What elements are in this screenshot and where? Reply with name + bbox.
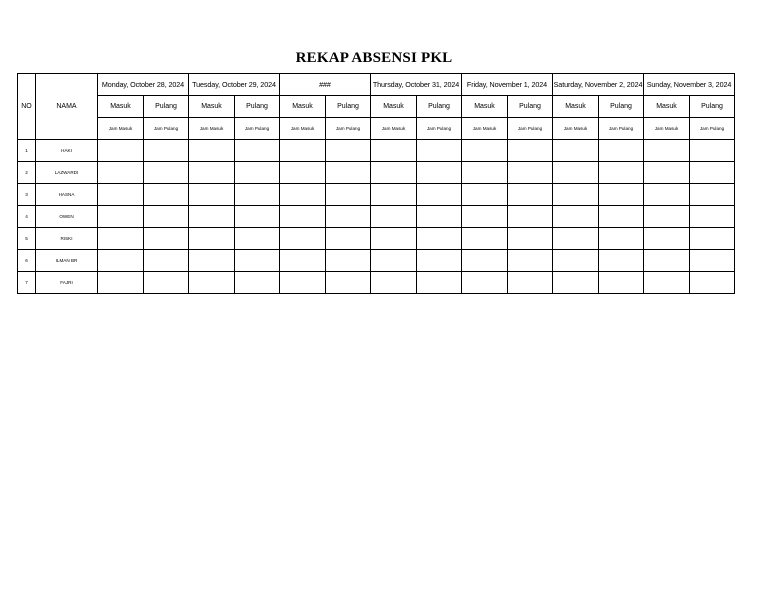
jam-masuk-header: Jam Masuk (644, 118, 690, 140)
jam-pulang-header: Jam Pulang (144, 118, 189, 140)
attendance-cell (599, 250, 644, 272)
attendance-cell (326, 184, 371, 206)
attendance-cell (508, 184, 553, 206)
attendance-cell (144, 250, 189, 272)
attendance-cell (326, 206, 371, 228)
attendance-cell (98, 228, 144, 250)
attendance-cell (417, 272, 462, 294)
masuk-pulang-header-row (18, 96, 735, 118)
attendance-cell (553, 272, 599, 294)
attendance-cell (690, 206, 735, 228)
attendance-cell (280, 250, 326, 272)
attendance-cell (644, 206, 690, 228)
jam-masuk-header: Jam Masuk (98, 118, 144, 140)
attendance-cell (326, 228, 371, 250)
attendance-cell (235, 206, 280, 228)
date-header: Sunday, November 3, 2024 (644, 74, 735, 96)
row-number: 7 (18, 272, 36, 294)
student-name: ILMAN BR (36, 250, 98, 272)
attendance-cell (235, 184, 280, 206)
student-name: FAJRI (36, 272, 98, 294)
attendance-cell (553, 250, 599, 272)
table-row (18, 140, 735, 162)
attendance-cell (690, 140, 735, 162)
attendance-cell (144, 162, 189, 184)
jam-masuk-header: Jam Masuk (371, 118, 417, 140)
attendance-cell (144, 140, 189, 162)
attendance-cell (235, 272, 280, 294)
jam-masuk-header: Jam Masuk (462, 118, 508, 140)
attendance-cell (280, 184, 326, 206)
student-name: RISKI (36, 228, 98, 250)
attendance-cell (371, 184, 417, 206)
attendance-cell (690, 162, 735, 184)
nama-column-header: NAMA (36, 74, 98, 140)
attendance-cell (280, 206, 326, 228)
table-row (18, 162, 735, 184)
date-header: Friday, November 1, 2024 (462, 74, 553, 96)
attendance-cell (462, 206, 508, 228)
pulang-header: Pulang (508, 96, 553, 118)
attendance-cell (553, 140, 599, 162)
attendance-cell (189, 272, 235, 294)
attendance-cell (326, 140, 371, 162)
jam-pulang-header: Jam Pulang (235, 118, 280, 140)
row-number: 6 (18, 250, 36, 272)
date-header: Thursday, October 31, 2024 (371, 74, 462, 96)
row-number: 5 (18, 228, 36, 250)
pulang-header: Pulang (417, 96, 462, 118)
attendance-cell (462, 272, 508, 294)
attendance-cell (235, 140, 280, 162)
attendance-cell (371, 250, 417, 272)
masuk-header: Masuk (189, 96, 235, 118)
attendance-cell (371, 272, 417, 294)
attendance-cell (462, 184, 508, 206)
date-header: Monday, October 28, 2024 (98, 74, 189, 96)
jam-masuk-header: Jam Masuk (189, 118, 235, 140)
attendance-cell (553, 206, 599, 228)
row-number: 3 (18, 184, 36, 206)
table-row (18, 250, 735, 272)
attendance-cell (371, 206, 417, 228)
jam-pulang-header: Jam Pulang (417, 118, 462, 140)
attendance-cell (144, 228, 189, 250)
attendance-cell (690, 184, 735, 206)
attendance-cell (326, 272, 371, 294)
attendance-cell (371, 140, 417, 162)
row-number: 4 (18, 206, 36, 228)
pulang-header: Pulang (235, 96, 280, 118)
attendance-cell (326, 250, 371, 272)
jam-header-row (18, 118, 735, 140)
attendance-cell (98, 206, 144, 228)
attendance-cell (508, 250, 553, 272)
attendance-cell (98, 184, 144, 206)
attendance-cell (189, 184, 235, 206)
attendance-cell (371, 162, 417, 184)
attendance-cell (371, 228, 417, 250)
attendance-cell (508, 228, 553, 250)
attendance-cell (417, 162, 462, 184)
student-name: LAZWARDI (36, 162, 98, 184)
attendance-cell (462, 228, 508, 250)
jam-pulang-header: Jam Pulang (508, 118, 553, 140)
jam-pulang-header: Jam Pulang (326, 118, 371, 140)
attendance-cell (508, 272, 553, 294)
attendance-cell (189, 140, 235, 162)
attendance-cell (644, 162, 690, 184)
attendance-cell (599, 184, 644, 206)
masuk-header: Masuk (553, 96, 599, 118)
attendance-cell (417, 184, 462, 206)
attendance-cell (235, 228, 280, 250)
table-row (18, 206, 735, 228)
attendance-cell (189, 206, 235, 228)
student-name: HAKI (36, 140, 98, 162)
attendance-cell (599, 228, 644, 250)
attendance-cell (508, 206, 553, 228)
attendance-cell (599, 272, 644, 294)
attendance-cell (599, 206, 644, 228)
attendance-cell (98, 272, 144, 294)
masuk-header: Masuk (644, 96, 690, 118)
attendance-cell (644, 272, 690, 294)
attendance-cell (98, 162, 144, 184)
attendance-cell (553, 184, 599, 206)
attendance-cell (508, 140, 553, 162)
attendance-cell (144, 206, 189, 228)
attendance-cell (599, 162, 644, 184)
no-column-header: NO (18, 74, 36, 140)
date-header: Saturday, November 2, 2024 (553, 74, 644, 96)
pulang-header: Pulang (690, 96, 735, 118)
attendance-cell (599, 140, 644, 162)
attendance-cell (326, 162, 371, 184)
attendance-cell (280, 140, 326, 162)
attendance-cell (690, 272, 735, 294)
attendance-cell (417, 250, 462, 272)
jam-pulang-header: Jam Pulang (690, 118, 735, 140)
attendance-cell (462, 250, 508, 272)
masuk-header: Masuk (98, 96, 144, 118)
attendance-cell (462, 140, 508, 162)
attendance-cell (189, 228, 235, 250)
attendance-cell (98, 140, 144, 162)
row-number: 2 (18, 162, 36, 184)
attendance-cell (235, 250, 280, 272)
attendance-cell (417, 140, 462, 162)
row-number: 1 (18, 140, 36, 162)
attendance-cell (690, 228, 735, 250)
table-row (18, 272, 735, 294)
date-header-row (18, 74, 735, 96)
date-header: Tuesday, October 29, 2024 (189, 74, 280, 96)
attendance-cell (644, 184, 690, 206)
attendance-cell (462, 162, 508, 184)
attendance-cell (644, 250, 690, 272)
attendance-cell (644, 140, 690, 162)
jam-masuk-header: Jam Masuk (280, 118, 326, 140)
masuk-header: Masuk (371, 96, 417, 118)
attendance-cell (644, 228, 690, 250)
attendance-cell (189, 250, 235, 272)
masuk-header: Masuk (462, 96, 508, 118)
attendance-cell (144, 184, 189, 206)
attendance-cell (417, 206, 462, 228)
attendance-table (17, 73, 735, 294)
jam-pulang-header: Jam Pulang (599, 118, 644, 140)
page-title: REKAP ABSENSI PKL (295, 50, 453, 66)
attendance-cell (417, 228, 462, 250)
attendance-cell (235, 162, 280, 184)
attendance-cell (280, 162, 326, 184)
student-name: HASNA (36, 184, 98, 206)
table-row (18, 184, 735, 206)
student-name: OWEN (36, 206, 98, 228)
pulang-header: Pulang (326, 96, 371, 118)
jam-masuk-header: Jam Masuk (553, 118, 599, 140)
attendance-cell (553, 228, 599, 250)
attendance-cell (144, 272, 189, 294)
attendance-cell (508, 162, 553, 184)
attendance-cell (98, 250, 144, 272)
attendance-cell (280, 228, 326, 250)
table-row (18, 228, 735, 250)
pulang-header: Pulang (599, 96, 644, 118)
attendance-cell (189, 162, 235, 184)
pulang-header: Pulang (144, 96, 189, 118)
date-header: ### (280, 74, 371, 96)
attendance-cell (280, 272, 326, 294)
attendance-cell (690, 250, 735, 272)
masuk-header: Masuk (280, 96, 326, 118)
attendance-cell (553, 162, 599, 184)
